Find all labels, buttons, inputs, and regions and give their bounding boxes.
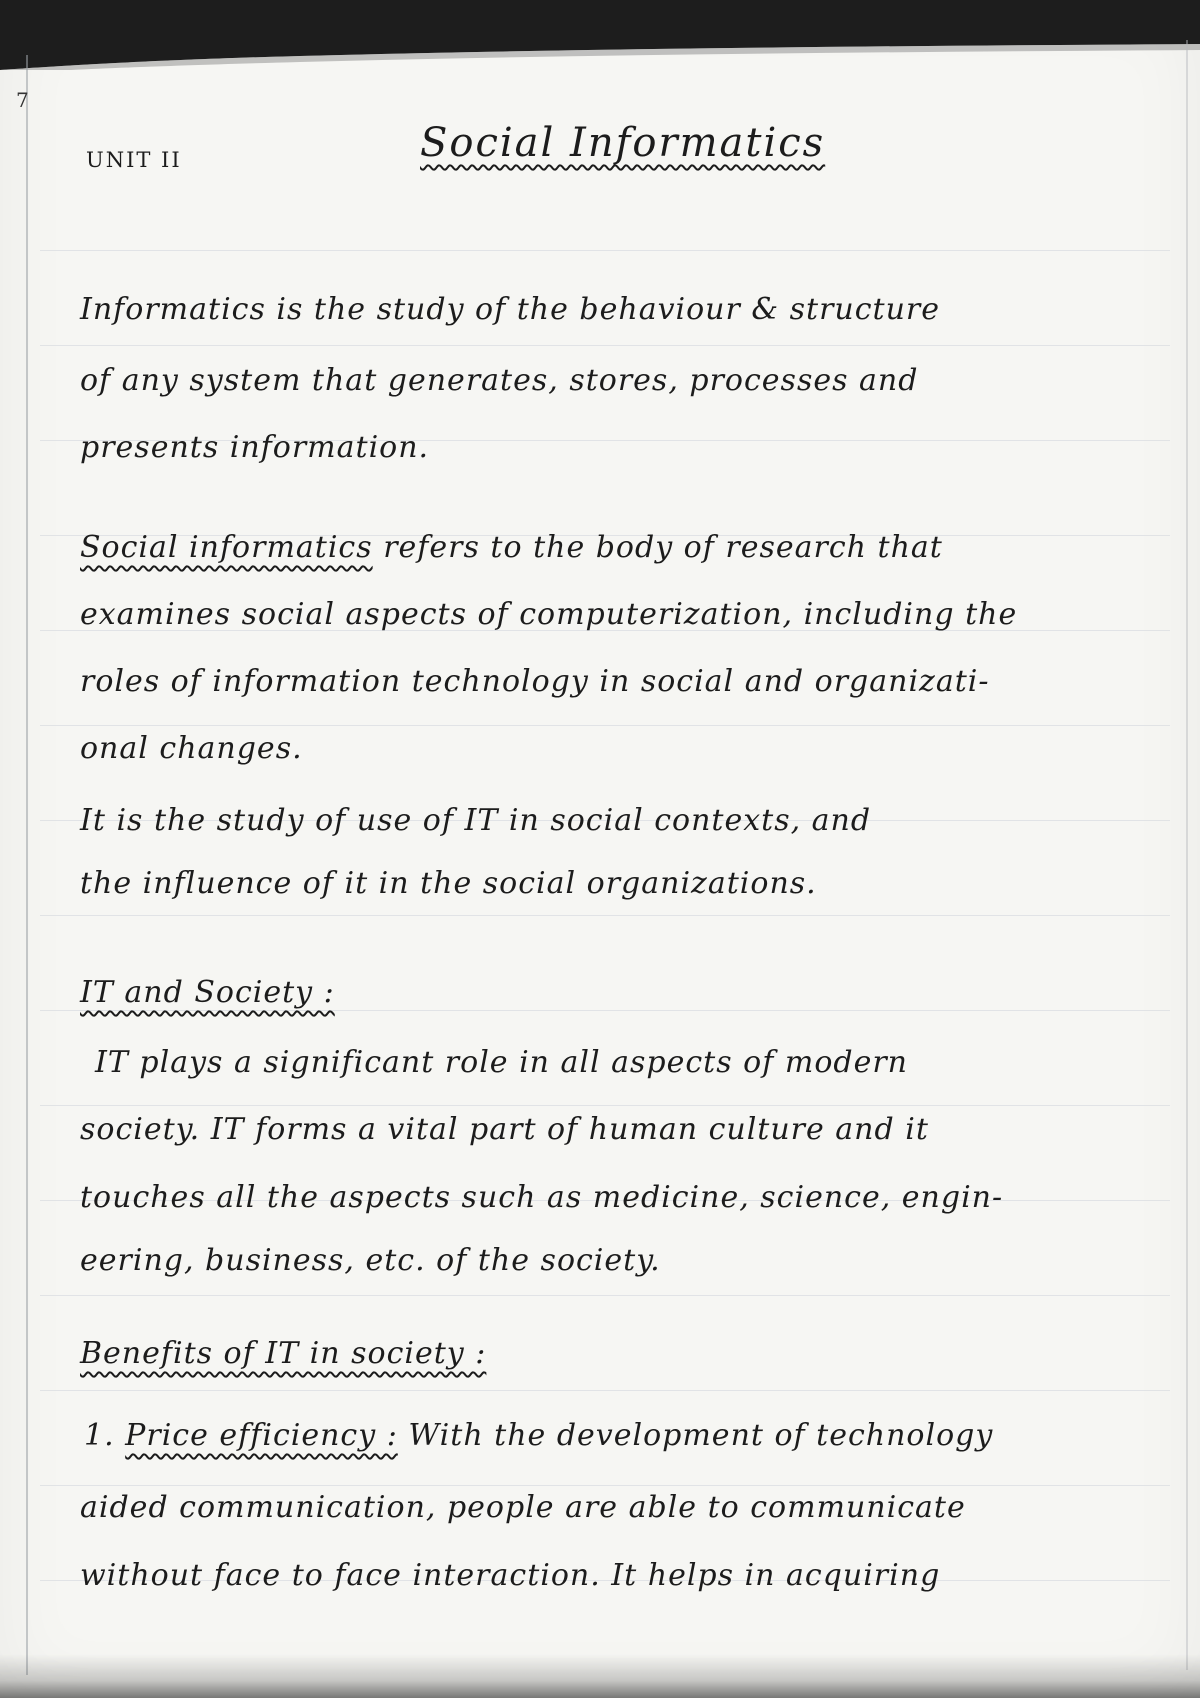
text-line: without face to face interaction. It helps in acquiring: [80, 1558, 941, 1593]
section-heading-benefits: Benefits of IT in society :: [80, 1336, 487, 1371]
ruled-line: [40, 915, 1170, 916]
text-line: IT plays a significant role in all aspects of modern: [95, 1045, 909, 1080]
ruled-line: [40, 725, 1170, 726]
corner-mark: 7: [16, 88, 29, 112]
text-line: the influence of it in the social organizations.: [80, 866, 817, 901]
ruled-line: [40, 1010, 1170, 1011]
right-page-edge: [1186, 40, 1188, 1670]
ruled-line: [40, 1105, 1170, 1106]
text-line: of any system that generates, stores, processes and: [80, 363, 919, 398]
text-line: [80, 530, 943, 565]
term-social-informatics: Social informatics: [80, 530, 373, 565]
text-line: It is the study of use of IT in social contexts, and: [80, 803, 872, 838]
scan-top-edge: [0, 0, 1200, 70]
item-title-price-efficiency: Price efficiency :: [125, 1418, 398, 1453]
ruled-line: [40, 1485, 1170, 1486]
text-run: With the development of technology: [408, 1418, 994, 1453]
scan-bottom-edge: [0, 1654, 1200, 1698]
ruled-line: [40, 250, 1170, 251]
ruled-line: [40, 345, 1170, 346]
text-line: Informatics is the study of the behaviour & structure: [80, 292, 941, 327]
text-run: refers to the body of research that: [383, 530, 943, 565]
text-line: society. IT forms a vital part of human culture and it: [80, 1112, 929, 1147]
text-line: examines social aspects of computerization, including the: [80, 597, 1018, 632]
unit-label: UNIT II: [86, 148, 182, 172]
text-line: aided communication, people are able to communicate: [80, 1490, 966, 1525]
text-line: roles of information technology in social and organizati-: [80, 664, 990, 699]
item-number: 1.: [84, 1418, 115, 1453]
ruled-line: [40, 1295, 1170, 1296]
text-line: onal changes.: [80, 731, 303, 766]
text-line: eering, business, etc. of the society.: [80, 1243, 661, 1278]
text-line: presents information.: [80, 430, 430, 465]
text-line: [84, 1418, 993, 1453]
page-title: Social Informatics: [420, 120, 826, 166]
text-line: touches all the aspects such as medicine, science, engin-: [80, 1180, 1004, 1215]
ruled-line: [40, 1390, 1170, 1391]
margin-rule: [26, 55, 28, 1675]
section-heading-it-and-society: IT and Society :: [80, 975, 335, 1010]
